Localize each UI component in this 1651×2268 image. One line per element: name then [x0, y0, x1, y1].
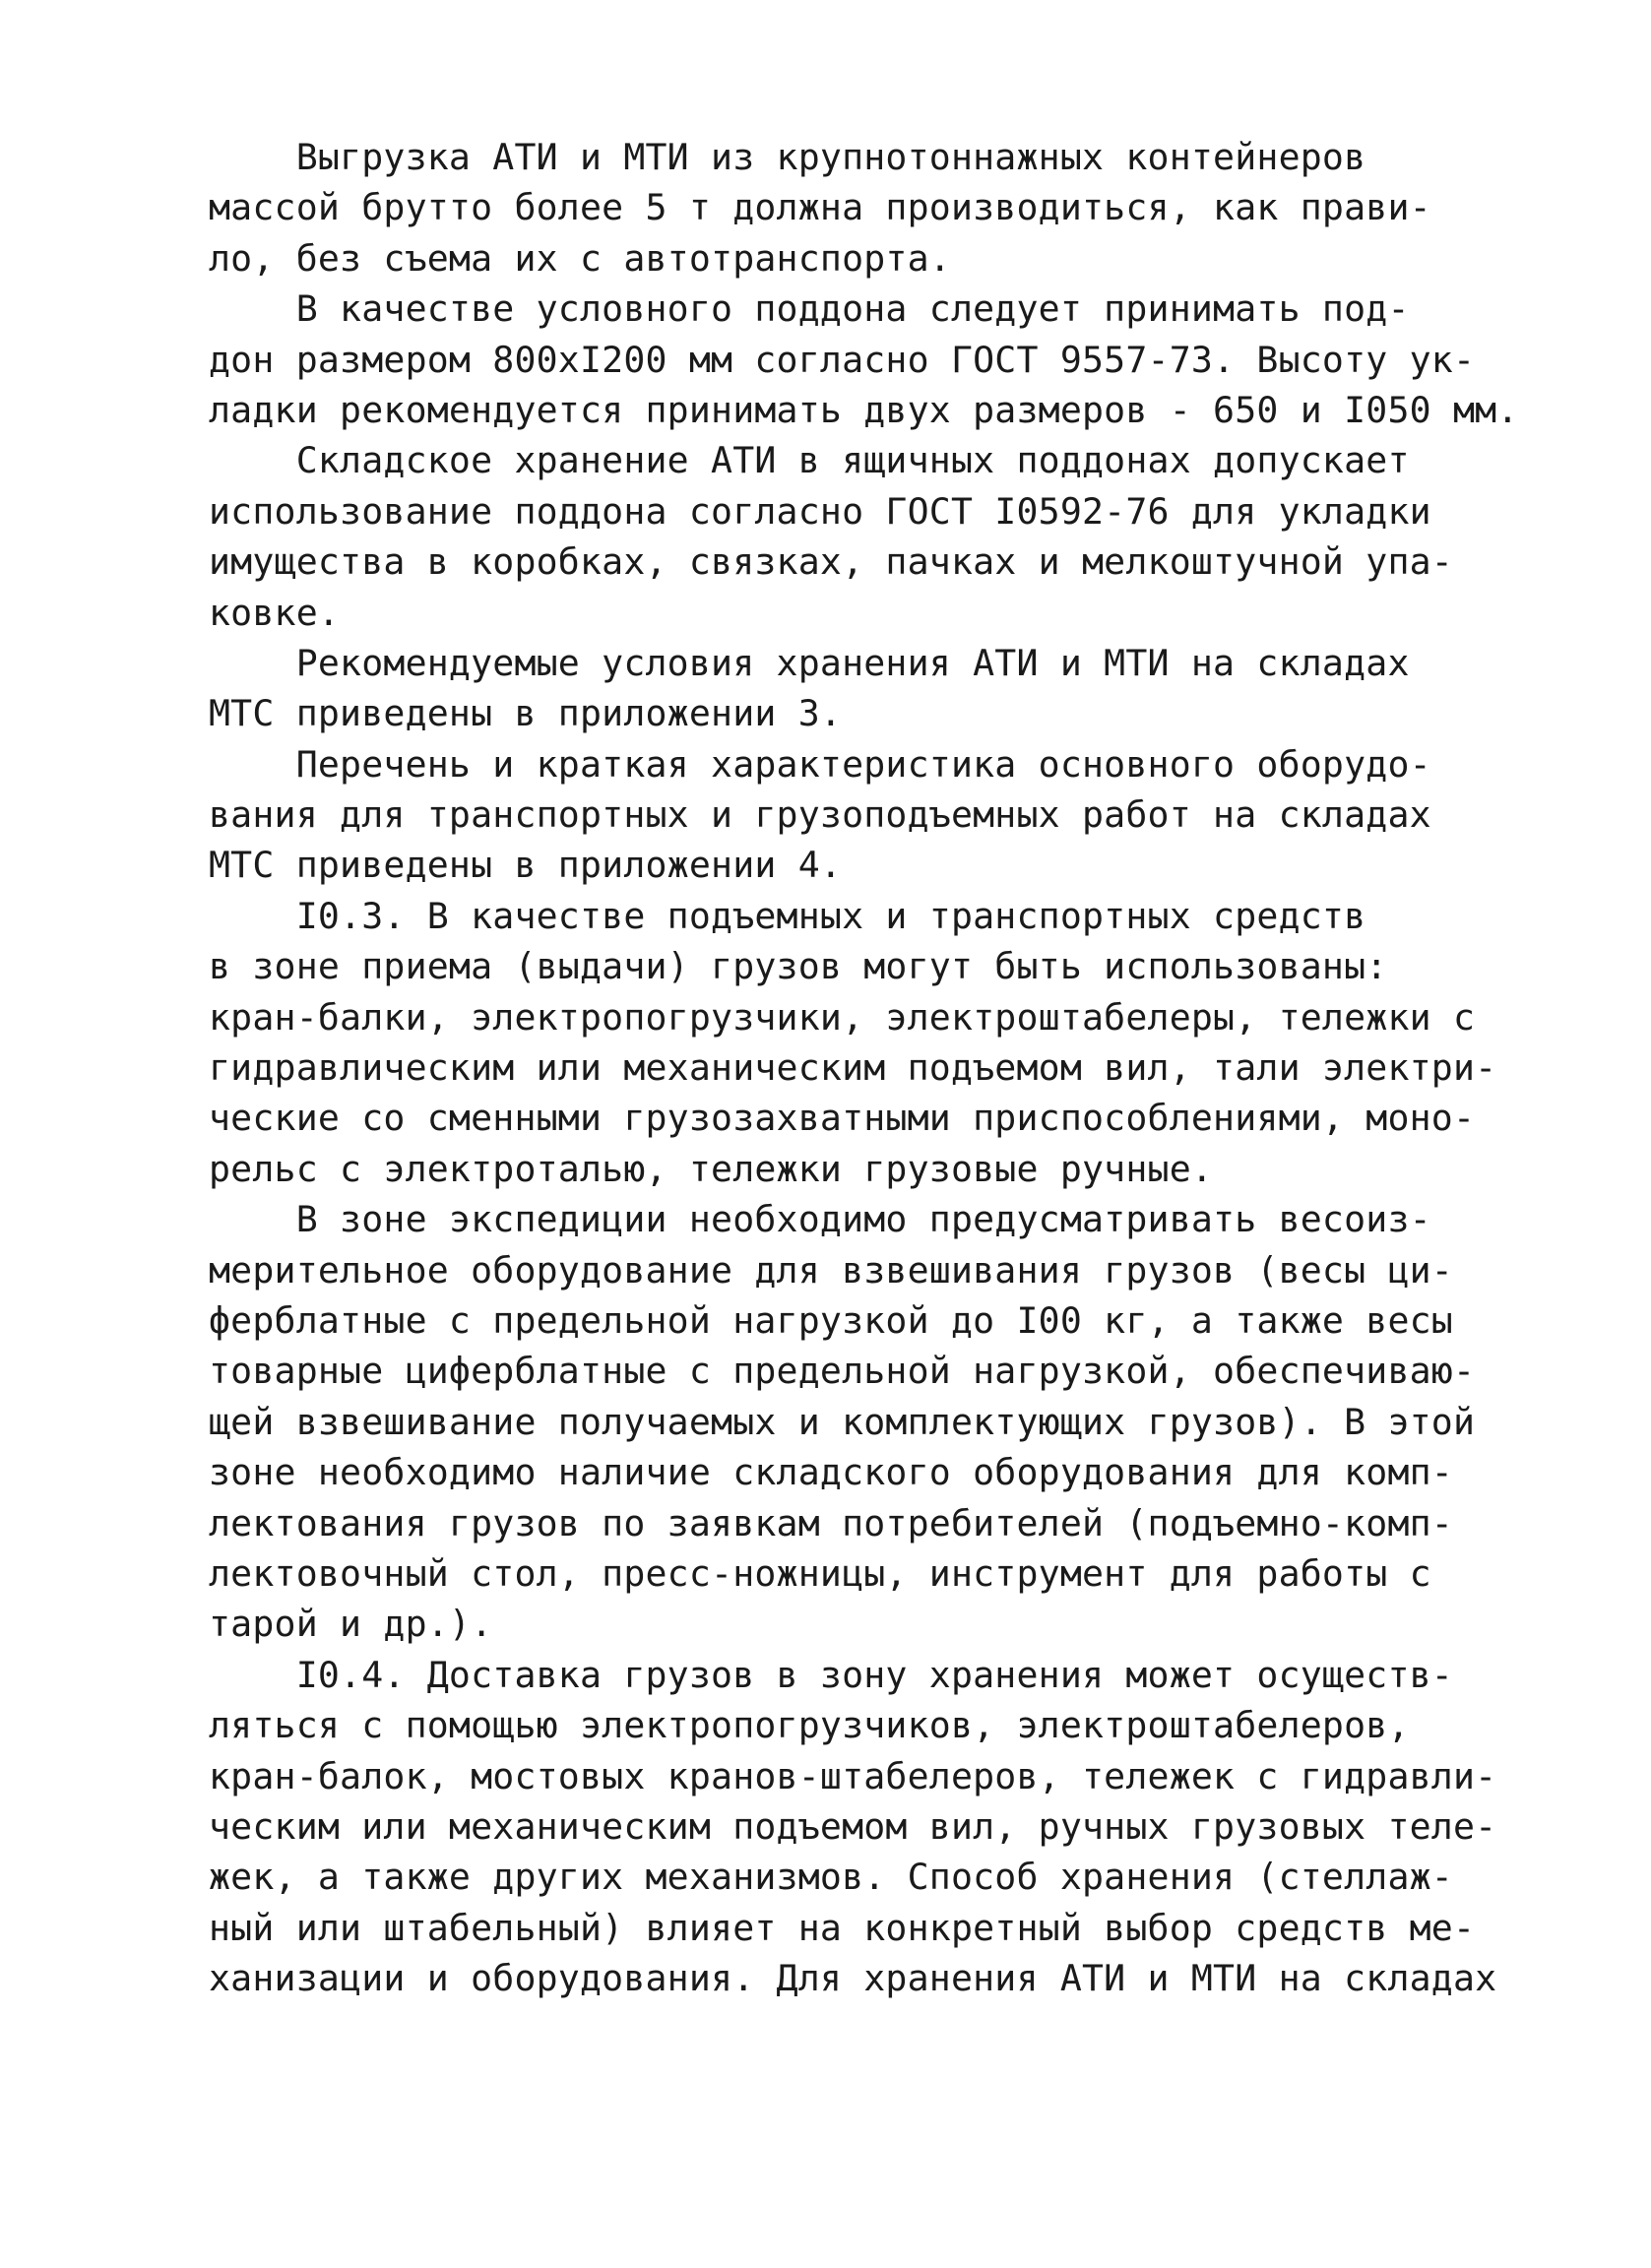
text-line: тарой и др.). [209, 1603, 493, 1646]
text-line: В качестве условного поддона следует принимать под- [209, 287, 1410, 331]
text-line: ферблатные с предельной нагрузкой до I00 кг, а также весы [209, 1298, 1453, 1342]
text-line: массой брутто более 5 т должна производиться, как прави- [209, 186, 1431, 229]
text-line: ладки рекомендуется принимать двух размеров - 650 и I050 мм. [209, 388, 1519, 431]
text-line: ный или штабельный) влияет на конкретный выбор средств ме- [209, 1906, 1476, 1949]
text-line: мерительное оборудование для взвешивания грузов (весы ци- [209, 1248, 1453, 1292]
text-line: жек, а также других механизмов. Способ хранения (стеллаж- [209, 1856, 1453, 1899]
text-line: использование поддона согласно ГОСТ I0592-76 для укладки [209, 489, 1431, 533]
text-line: кран-балки, электропогрузчики, электроштабелеры, тележки с [209, 995, 1476, 1039]
text-body [209, 132, 1519, 2003]
text-line: ханизации и оборудования. Для хранения АТИ и МТИ на складах [209, 1957, 1497, 2000]
text-line: Рекомендуемые условия хранения АТИ и МТИ на складах [209, 641, 1410, 684]
text-line: дон размером 800хI200 мм согласно ГОСТ 9557-73. Высоту ук- [209, 338, 1476, 381]
text-line: лектования грузов по заявкам потребителей (подъемно-комп- [209, 1501, 1453, 1544]
text-line: в зоне приема (выдачи) грузов могут быть использованы: [209, 945, 1388, 988]
text-line: щей взвешивание получаемых и комплектующих грузов). В этой [209, 1400, 1476, 1443]
text-line: Выгрузка АТИ и МТИ из крупнотоннажных контейнеров [209, 136, 1366, 178]
text-line: ло, без съема их с автотранспорта. [209, 236, 951, 280]
text-line: рельс с электроталью, тележки грузовые ручные. [209, 1147, 1214, 1190]
text-line: МТС приведены в приложении 3. [209, 692, 843, 735]
text-line: зоне необходимо наличие складского оборудования для комп- [209, 1451, 1453, 1494]
text-line: I0.4. Доставка грузов в зону хранения может осуществ- [209, 1653, 1453, 1696]
text-line: В зоне экспедиции необходимо предусматривать весоиз- [209, 1198, 1431, 1241]
text-line: ческим или механическим подъемом вил, ручных грузовых теле- [209, 1804, 1497, 1848]
text-line: I0.3. В качестве подъемных и транспортных средств [209, 894, 1366, 937]
text-line: ляться с помощью электропогрузчиков, электроштабелеров, [209, 1704, 1410, 1747]
text-line: гидравлическим или механическим подъемом вил, тали электри- [209, 1046, 1497, 1090]
text-line: ковке. [209, 591, 341, 634]
text-line: имущества в коробках, связках, пачках и мелкоштучной упа- [209, 540, 1453, 584]
text-line: МТС приведены в приложении 4. [209, 844, 843, 887]
text-line: Перечень и краткая характеристика основного оборудо- [209, 742, 1431, 786]
text-line: вания для транспортных и грузоподъемных работ на складах [209, 793, 1431, 837]
text-line: лектовочный стол, пресс-ножницы, инструмент для работы с [209, 1551, 1431, 1595]
text-line: кран-балок, мостовых кранов-штабелеров, тележек с гидравли- [209, 1754, 1497, 1797]
text-line: товарные циферблатные с предельной нагрузкой, обеспечиваю- [209, 1350, 1476, 1393]
text-line: Складское хранение АТИ в ящичных поддонах допускает [209, 439, 1410, 482]
text-line: ческие со сменными грузозахватными приспособлениями, моно- [209, 1097, 1476, 1140]
